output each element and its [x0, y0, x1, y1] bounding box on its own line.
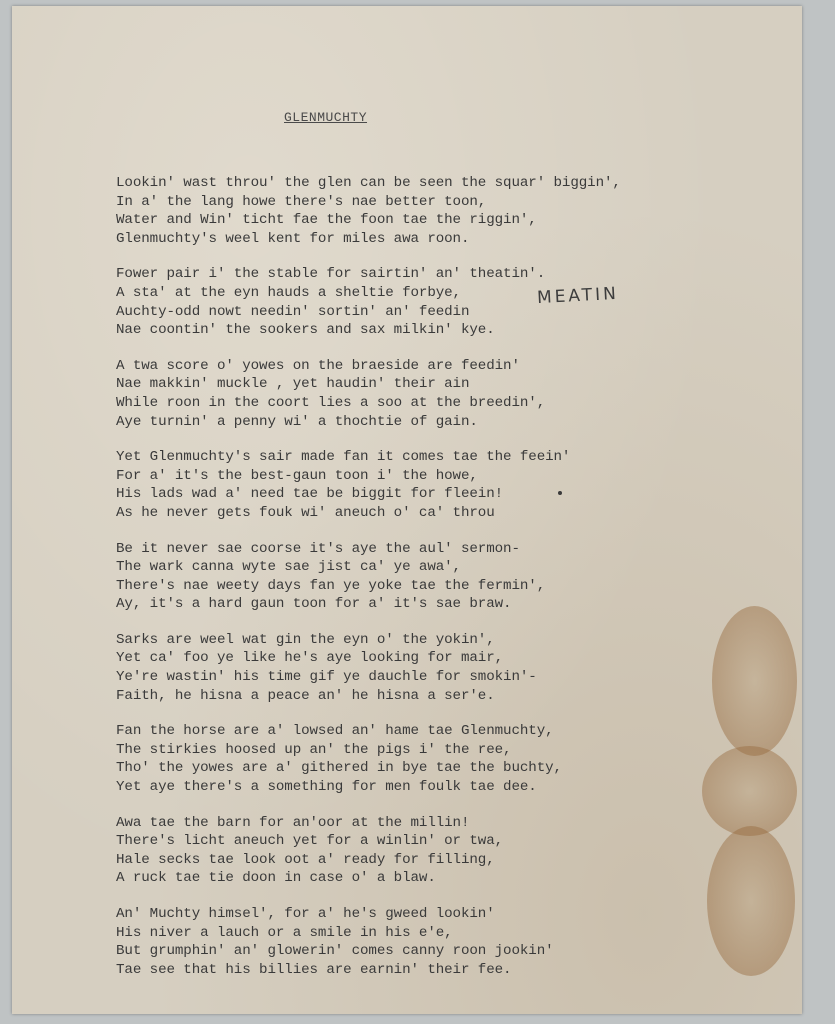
poem-line: A sta' at the eyn hauds a sheltie forbye,: [116, 284, 461, 301]
poem-line: Be it never sae coorse it's aye the aul' sermon-: [116, 540, 520, 557]
poem-line: But grumphin' an' glowerin' comes canny roon jookin': [116, 943, 554, 960]
poem-line: There's licht aneuch yet for a winlin' or twa,: [116, 833, 504, 850]
poem-line: The wark canna wyte sae jist ca' ye awa',: [116, 559, 461, 576]
poem-line: Glenmuchty's weel kent for miles awa roon.: [116, 230, 470, 247]
poem-line: Awa tae the barn for an'oor at the millin!: [116, 814, 470, 831]
poem-line: There's nae weety days fan ye yoke tae the fermin',: [116, 577, 546, 594]
poem-line: Ye're wastin' his time gif ye dauchle for smokin'-: [116, 669, 537, 686]
poem-line: While roon in the coort lies a soo at the breedin',: [116, 394, 546, 411]
poem-line: Fower pair i' the stable for sairtin' an' theatin'.: [116, 266, 546, 283]
poem-line: Fan the horse are a' lowsed an' hame tae Glenmuchty,: [116, 723, 554, 740]
poem-line: Tae see that his billies are earnin' their fee.: [116, 961, 512, 978]
poem-line: A twa score o' yowes on the braeside are feedin': [116, 357, 520, 374]
poem-line: Yet ca' foo ye like he's aye looking for mair,: [116, 650, 504, 667]
stanza-4: [116, 448, 736, 522]
poem-line: As he never gets fouk wi' aneuch o' ca' throu: [116, 504, 495, 521]
poem-line: Ay, it's a hard gaun toon for a' it's sae braw.: [116, 596, 512, 613]
stanza-1: [116, 174, 736, 248]
stanza-6: [116, 631, 736, 705]
poem-line: Yet Glenmuchty's sair made fan it comes tae the feein': [116, 449, 571, 466]
stanza-8: [116, 814, 736, 888]
poem-line: Tho' the yowes are a' githered in bye tae the buchty,: [116, 760, 562, 777]
stanza-3: [116, 357, 736, 431]
handwritten-annotation: MEATIN: [536, 283, 620, 309]
poem-line: A ruck tae tie doon in case o' a blaw.: [116, 870, 436, 887]
poem-line: Nae makkin' muckle , yet haudin' their ain: [116, 376, 470, 393]
poem-line: Auchty-odd nowt needin' sortin' an' feedin: [116, 303, 470, 320]
poem-line: Nae coontin' the sookers and sax milkin' kye.: [116, 322, 495, 339]
poem-line: In a' the lang howe there's nae better toon,: [116, 193, 487, 210]
poem-line: Sarks are weel wat gin the eyn o' the yokin',: [116, 631, 495, 648]
poem-line: Water and Win' ticht fae the foon tae the riggin',: [116, 212, 537, 229]
stanza-2: [116, 265, 736, 339]
poem-line: His lads wad a' need tae be biggit for fleein!: [116, 486, 504, 503]
poem-line: The stirkies hoosed up an' the pigs i' the ree,: [116, 741, 512, 758]
poem-line: Faith, he hisna a peace an' he hisna a ser'e.: [116, 687, 495, 704]
poem-title: GLENMUCHTY: [284, 110, 368, 125]
stanza-9: [116, 905, 736, 979]
poem-line: For a' it's the best-gaun toon i' the howe,: [116, 467, 478, 484]
poem-line: Lookin' wast throu' the glen can be seen the squar' biggin',: [116, 175, 621, 191]
stanza-7: [116, 722, 736, 796]
poem-line: Yet aye there's a something for men foulk tae dee.: [116, 779, 537, 796]
poem-body: [116, 174, 736, 996]
poem-line: An' Muchty himsel', for a' he's gweed lookin': [116, 906, 495, 922]
poem-line: His niver a lauch or a smile in his e'e,: [116, 924, 453, 941]
poem-line: Aye turnin' a penny wi' a thochtie of gain.: [116, 413, 478, 430]
typed-poem-page: [12, 6, 802, 1014]
poem-line: Hale secks tae look oot a' ready for filling,: [116, 851, 495, 868]
stanza-5: [116, 540, 736, 614]
